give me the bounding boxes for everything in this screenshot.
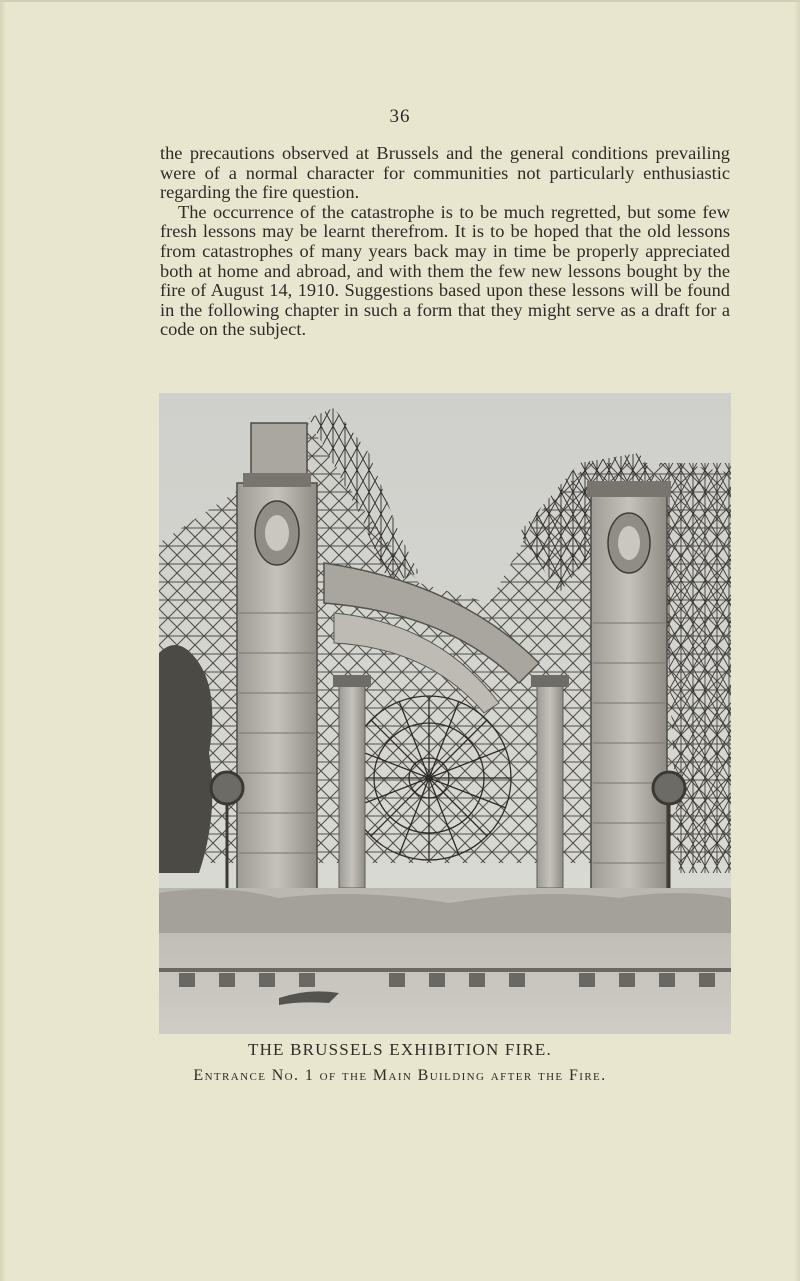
paragraph-1: the precautions observed at Brussels and the general conditions prevailing were of a normal character for communities not particularly enthusiastic regarding the fire question. (160, 143, 730, 203)
page-number: 36 (389, 106, 411, 127)
page-top-edge (0, 0, 800, 2)
page-edge-left (0, 0, 6, 1281)
figure-caption-title: THE BRUSSELS EXHIBITION FIRE. (248, 1040, 552, 1059)
paragraph-2: The occurrence of the catastrophe is to be much regretted, but some few fresh lessons may be learnt therefrom. It is to be hoped that the old lessons from catastrophes of many years back may in time be properly appreciated both at home and abroad, and with them the few new lessons bought by the fire of August 14, 1910. Suggestions based upon these lessons will be found in the following chapter in such a form that they might serve as a draft for a code on the subject. (160, 201, 730, 340)
exhibition-fire-photograph (159, 393, 731, 1034)
page-edge-right (794, 0, 800, 1281)
body-text (160, 144, 730, 340)
photograph-illustration (159, 393, 731, 1034)
figure-caption-subtitle: Entrance No. 1 of the Main Building after the Fire. (193, 1067, 607, 1084)
